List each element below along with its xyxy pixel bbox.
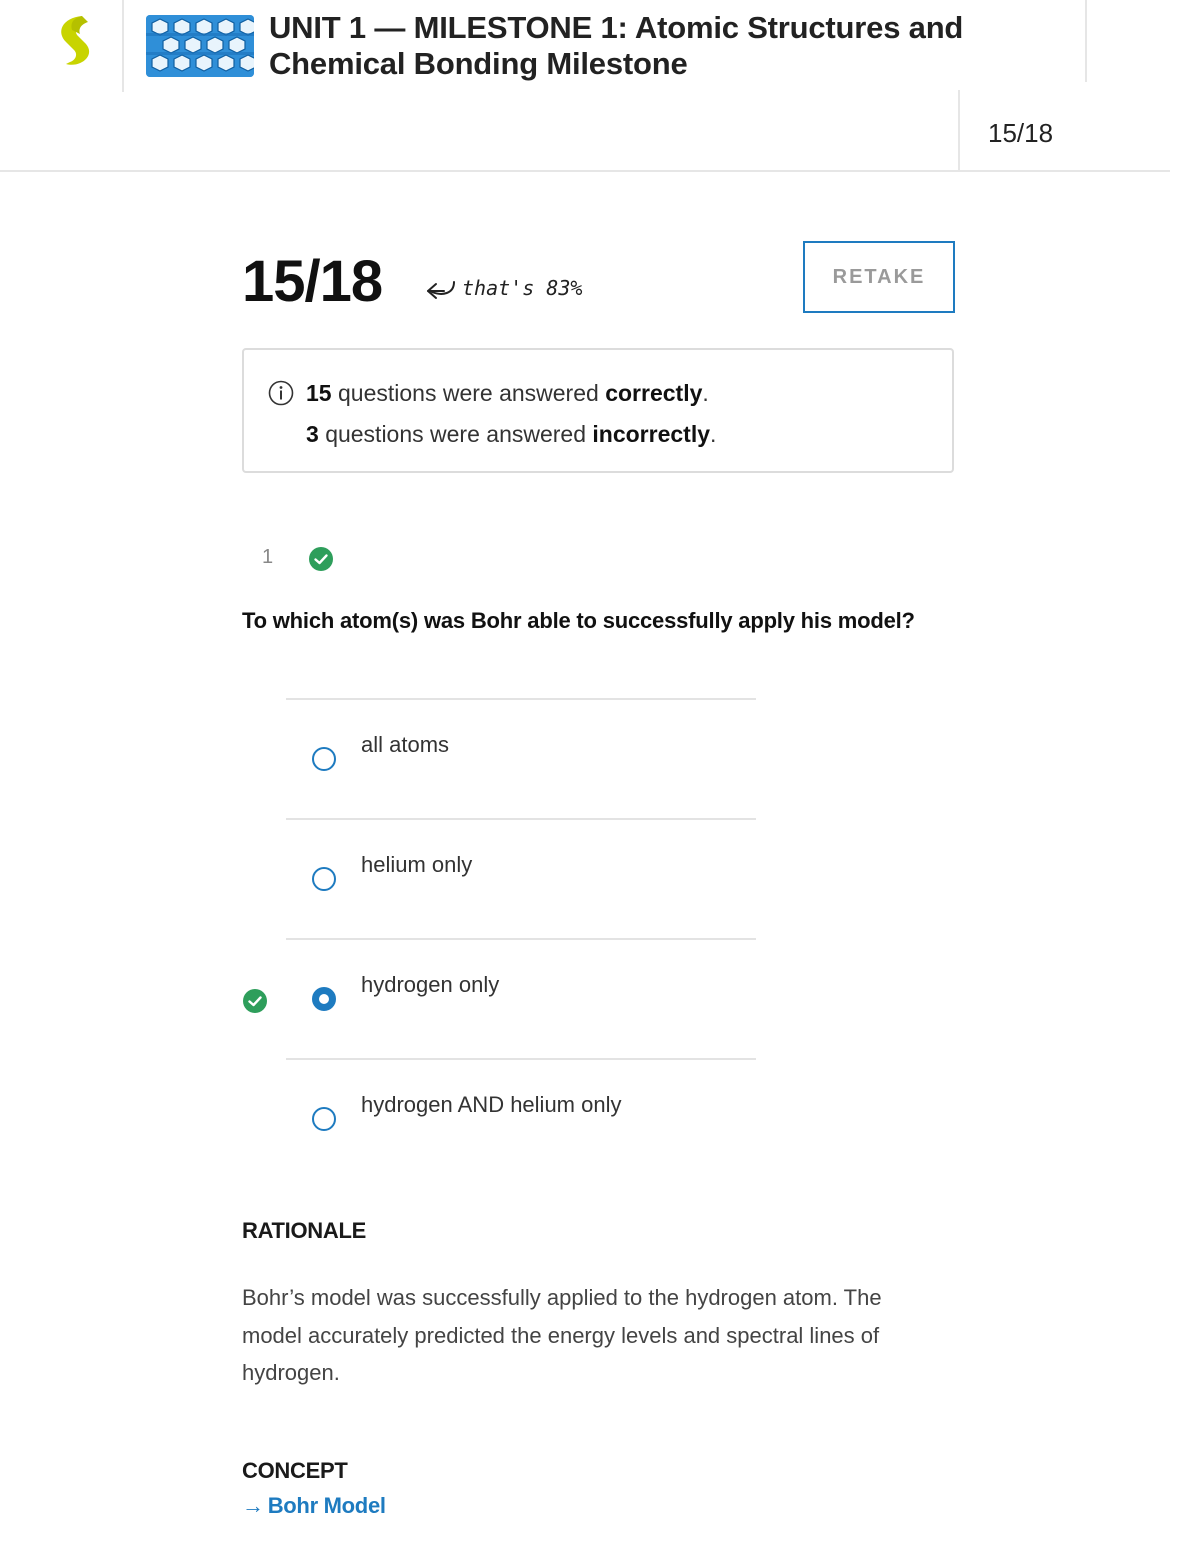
correct-summary — [306, 380, 709, 407]
option-label: hydrogen only — [361, 972, 500, 997]
arrow-right-icon: → — [242, 1493, 264, 1518]
answer-option[interactable] — [286, 818, 756, 938]
incorrect-word: incorrectly — [592, 421, 711, 447]
summary-line-text: questions were answered — [337, 380, 599, 406]
option-label: helium only — [361, 852, 473, 877]
sophia-logo-icon[interactable] — [52, 12, 100, 72]
summary-line-text: questions were answered — [325, 421, 587, 447]
answer-option-selected[interactable] — [286, 938, 756, 1058]
answer-options — [286, 698, 756, 1178]
header-divider — [1085, 0, 1087, 82]
concept-link-label: Bohr Model — [267, 1493, 386, 1518]
check-circle-icon — [242, 988, 268, 1014]
summary-period: . — [702, 380, 709, 406]
summary-period: . — [710, 421, 717, 447]
radio-button[interactable] — [312, 1107, 336, 1131]
rationale-text: Bohr’s model was successfully applied to the hydrogen atom. The model accurately predicted the energy levels and spectral lines of hydrogen. — [242, 1285, 882, 1385]
incorrect-summary — [306, 421, 716, 448]
header-bottom-border — [0, 170, 1170, 172]
page-header — [0, 0, 1200, 172]
molecule-lattice-thumbnail — [146, 15, 254, 77]
answer-option[interactable] — [286, 698, 756, 818]
header-score-divider — [958, 90, 960, 172]
results-summary-box — [242, 348, 954, 473]
question-text: To which atom(s) was Bohr able to successfully apply his model? — [242, 608, 915, 633]
radio-button[interactable] — [312, 867, 336, 891]
header-divider — [122, 0, 124, 92]
info-icon — [268, 380, 294, 406]
header-score: 15/18 — [988, 118, 1054, 148]
radio-button[interactable] — [312, 747, 336, 771]
score-display: 15/18 — [242, 249, 383, 314]
incorrect-count: 3 — [306, 421, 319, 447]
concept-link[interactable] — [242, 1493, 386, 1519]
unit-title: UNIT 1 — MILESTONE 1: Atomic Structures and Chemical Bonding Milestone — [269, 10, 964, 81]
radio-button-selected[interactable] — [312, 987, 336, 1011]
curved-arrow-icon — [424, 276, 458, 302]
percent-note: that's 83% — [462, 276, 583, 300]
retake-button[interactable]: RETAKE — [803, 241, 955, 313]
option-label: all atoms — [361, 732, 450, 757]
question-number: 1 — [262, 546, 274, 568]
rationale-heading: RATIONALE — [242, 1218, 366, 1243]
concept-heading: CONCEPT — [242, 1458, 348, 1483]
unit-thumbnail — [146, 15, 254, 77]
option-label: hydrogen AND helium only — [361, 1092, 622, 1117]
correct-count: 15 — [306, 380, 332, 406]
correct-word: correctly — [605, 380, 703, 406]
check-circle-icon — [308, 546, 334, 572]
answer-option[interactable] — [286, 1058, 756, 1178]
